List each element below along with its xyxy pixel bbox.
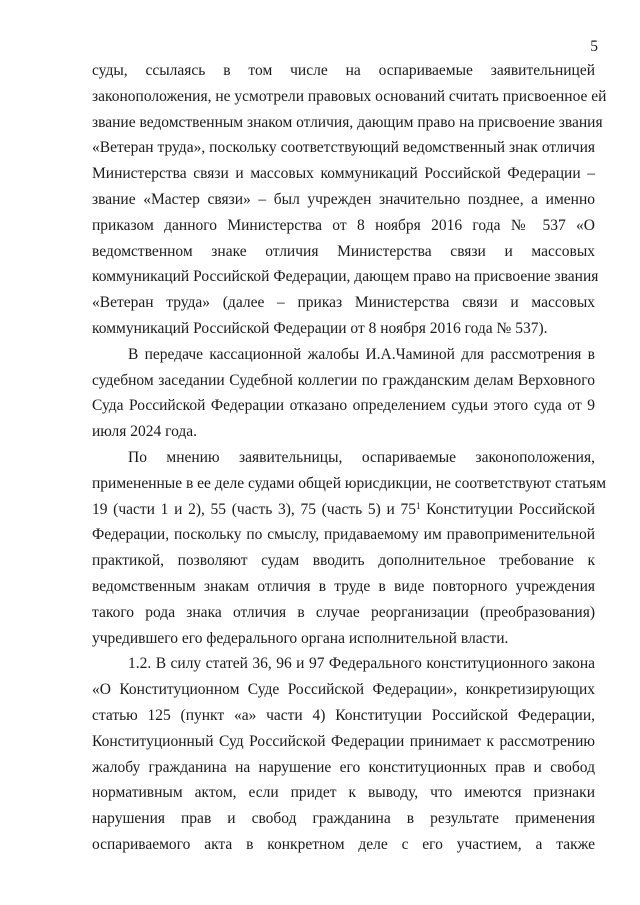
text-fragment: Конституции Российской	[420, 500, 595, 518]
text-line: статью 125 (пункт «а» части 4) Конституции Российской Федерации,	[92, 706, 595, 724]
text-line: В передаче кассационной жалобы И.А.Чаминой для рассмотрения в	[128, 345, 595, 363]
text-line: Федерации, поскольку по смыслу, придаваемому им правоприменительной	[92, 526, 595, 544]
paragraph-3	[92, 445, 607, 651]
text-line: оспариваемого акта в конкретном деле с его участием, а также	[92, 835, 595, 853]
text-line: июля 2024 года.	[92, 423, 198, 441]
text-fragment: 19 (части 1 и 2), 55 (часть 3), 75 (часть 5) и 75	[92, 500, 416, 518]
text-line: «Ветеран труда» (далее – приказ Министерства связи и массовых	[92, 294, 595, 312]
text-line: учредившего его федерального органа исполнительной власти.	[92, 629, 509, 647]
text-line: ведомственном знаке отличия Министерства связи и массовых	[92, 242, 595, 260]
text-line: «Ветеран труда», поскольку соответствующий ведомственный знак отличия	[92, 139, 595, 157]
text-line: Министерства связи и массовых коммуникаций Российской Федерации –	[92, 165, 595, 183]
text-line-with-superscript	[92, 497, 595, 523]
text-line: Конституционный Суд Российской Федерации принимает к рассмотрению	[92, 732, 595, 750]
text-line: практикой, позволяют судам вводить дополнительное требование к	[92, 552, 595, 570]
text-line: жалобу гражданина на нарушение его конституционных прав и свобод	[92, 758, 595, 776]
paragraph-2	[92, 342, 595, 445]
text-line: такого рода знака отличия в случае реорганизации (преобразования)	[92, 603, 595, 621]
text-line: ведомственным знакам отличия в труде в виде повторного учреждения	[92, 577, 595, 595]
superscript: 1	[415, 500, 421, 511]
text-line: примененные в ее деле судами общей юрисдикции, не соответствуют статьям	[92, 474, 607, 492]
text-line: По мнению заявительницы, оспариваемые законоположения,	[128, 448, 595, 466]
page-number: 5	[590, 38, 598, 55]
text-line: нарушения прав и свобод гражданина в результате применения	[92, 810, 595, 828]
text-line: приказом данного Министерства от 8 ноября 2016 года № 537 «О	[92, 216, 595, 234]
paragraph-4	[92, 651, 595, 857]
text-line: звание ведомственным знаком отличия, дающим право на присвоение звания	[92, 113, 603, 131]
text-line: 1.2. В силу статей 36, 96 и 97 Федерального конституционного закона	[128, 655, 595, 673]
text-line: коммуникаций Российской Федерации, дающем право на присвоение звания	[92, 268, 599, 286]
text-line: коммуникаций Российской Федерации от 8 ноября 2016 года № 537).	[92, 319, 548, 337]
text-line: нормативным актом, если придет к выводу, что имеются признаки	[92, 784, 595, 802]
text-line: судебном заседании Судебной коллегии по гражданским делам Верховного	[92, 371, 595, 389]
document-body	[92, 58, 607, 858]
text-line: законоположения, не усмотрели правовых оснований считать присвоенное ей	[92, 87, 607, 105]
paragraph-1	[92, 58, 607, 342]
text-line: Суда Российской Федерации отказано определением судьи этого суда от 9	[92, 397, 595, 415]
text-line: звание «Мастер связи» – был учрежден значительно позднее, а именно	[92, 190, 595, 208]
text-line: суды, ссылаясь в том числе на оспариваемые заявительницей	[92, 62, 595, 79]
text-line: «О Конституционном Суде Российской Федерации», конкретизирующих	[92, 681, 595, 699]
